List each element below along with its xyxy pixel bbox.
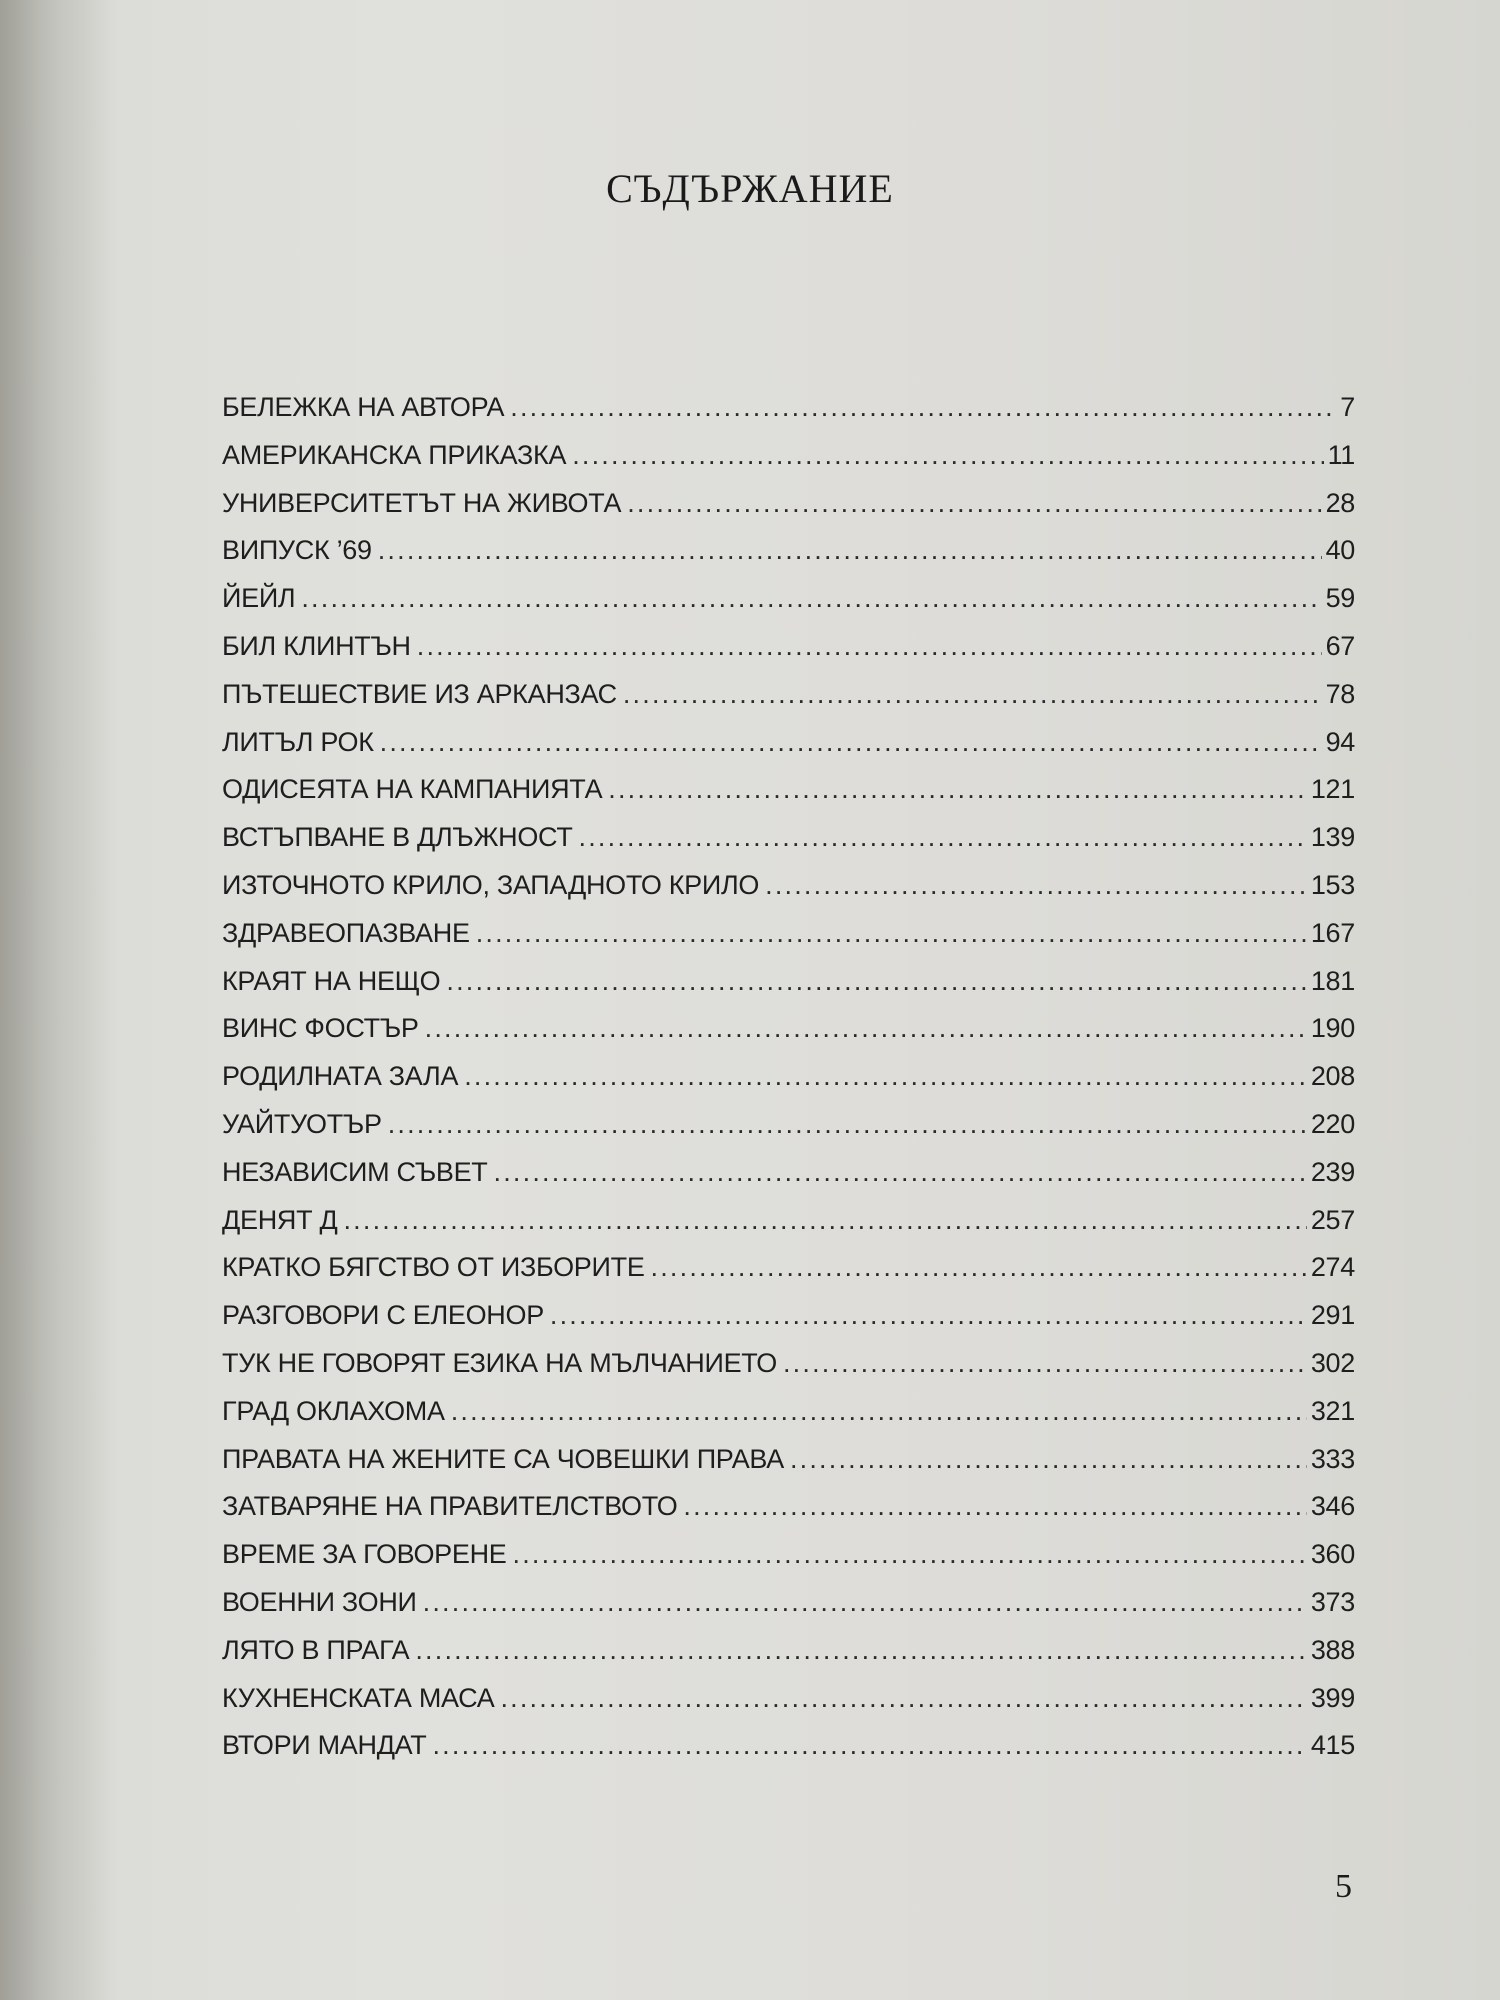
toc-entry-page: 373 [1310, 1586, 1355, 1617]
toc-entry-title: НЕЗАВИСИМ СЪВЕТ [222, 1156, 488, 1187]
toc-entry-title: АМЕРИКАНСКА ПРИКАЗКА [222, 439, 567, 470]
toc-entry-page: 59 [1325, 583, 1355, 614]
toc-entry-title: ЛЯТО В ПРАГА [222, 1634, 410, 1665]
toc-entry-title: ДЕНЯТ Д [222, 1204, 338, 1235]
toc-entry-page: 360 [1310, 1539, 1355, 1570]
toc-leader-dots [301, 583, 1321, 614]
toc-entry-title: ВСТЪПВАНЕ В ДЛЪЖНОСТ [222, 822, 573, 853]
toc-entry [222, 1730, 1355, 1778]
toc-leader-dots [494, 1157, 1307, 1188]
toc-entry-title: ВИПУСК ’69 [222, 535, 372, 566]
toc-entry-page: 346 [1310, 1491, 1355, 1522]
toc-entry-page: 291 [1310, 1300, 1355, 1331]
toc-leader-dots [423, 1587, 1307, 1618]
toc-entry [222, 1205, 1355, 1253]
toc-entry [222, 631, 1355, 679]
toc-entry-page: 121 [1310, 774, 1355, 805]
toc-entry [222, 727, 1355, 775]
toc-leader-dots [627, 488, 1321, 519]
toc-entry [222, 1587, 1355, 1635]
toc-leader-dots [464, 1061, 1307, 1092]
toc-entry-title: ВТОРИ МАНДАТ [222, 1730, 427, 1761]
toc-leader-dots [432, 1730, 1306, 1761]
toc-entry-page: 94 [1325, 726, 1355, 757]
toc-leader-dots [783, 1348, 1307, 1379]
toc-entry-title: БИЛ КЛИНТЪН [222, 630, 411, 661]
toc-entry-title: КУХНЕНСКАТА МАСА [222, 1682, 495, 1713]
toc-entry [222, 774, 1355, 822]
toc-entry [222, 870, 1355, 918]
toc-entry-title: ЗДРАВЕОПАЗВАНЕ [222, 917, 470, 948]
toc-entry-page: 181 [1310, 965, 1355, 996]
page-number: 5 [1335, 1868, 1352, 1905]
toc-entry-page: 167 [1310, 917, 1355, 948]
toc-entry [222, 1635, 1355, 1683]
toc-leader-dots [476, 918, 1307, 949]
toc-leader-dots [380, 727, 1322, 758]
toc-entry [222, 1013, 1355, 1061]
toc-leader-dots [608, 774, 1307, 805]
toc-entry [222, 1444, 1355, 1492]
toc-leader-dots [425, 1013, 1307, 1044]
toc-entry-title: БЕЛЕЖКА НА АВТОРА [222, 392, 505, 422]
toc-leader-dots [790, 1444, 1307, 1475]
toc-entry [222, 966, 1355, 1014]
toc-entry-page: 239 [1310, 1156, 1355, 1187]
table-of-contents [222, 392, 1355, 1778]
toc-entry-title: ВОЕННИ ЗОНИ [222, 1586, 417, 1617]
toc-entry [222, 1109, 1355, 1157]
toc-entry-title: ИЗТОЧНОТО КРИЛО, ЗАПАДНОТО КРИЛО [222, 869, 760, 900]
toc-entry [222, 392, 1355, 440]
toc-entry-page: 388 [1310, 1634, 1355, 1665]
toc-entry-page: 415 [1310, 1730, 1355, 1761]
toc-entry-page: 40 [1325, 535, 1355, 566]
toc-entry [222, 918, 1355, 966]
toc-entry [222, 1539, 1355, 1587]
toc-entry-page: 153 [1310, 869, 1355, 900]
toc-entry-page: 399 [1310, 1682, 1355, 1713]
toc-entry [222, 1348, 1355, 1396]
toc-entry [222, 679, 1355, 727]
toc-leader-dots [550, 1300, 1307, 1331]
toc-leader-dots [623, 679, 1322, 710]
toc-entry-title: ОДИСЕЯТА НА КАМПАНИЯТА [222, 774, 603, 805]
toc-entry-title: УНИВЕРСИТЕТЪТ НА ЖИВОТА [222, 487, 622, 518]
toc-leader-dots [765, 870, 1307, 901]
toc-entry-page: 67 [1325, 630, 1355, 661]
toc-entry [222, 583, 1355, 631]
toc-leader-dots [513, 1539, 1307, 1570]
toc-leader-dots [510, 392, 1336, 423]
toc-entry [222, 1491, 1355, 1539]
toc-leader-dots [388, 1109, 1307, 1140]
toc-entry [222, 822, 1355, 870]
toc-entry-title: ПЪТЕШЕСТВИЕ ИЗ АРКАНЗАС [222, 678, 617, 709]
toc-entry [222, 440, 1355, 488]
toc-entry-title: ВРЕМЕ ЗА ГОВОРЕНЕ [222, 1539, 507, 1570]
toc-entry-page: 321 [1310, 1395, 1355, 1426]
toc-leader-dots [579, 822, 1307, 853]
toc-entry [222, 1300, 1355, 1348]
toc-entry-title: ЛИТЪЛ РОК [222, 726, 374, 757]
toc-entry-title: КРАТКО БЯГСТВО ОТ ИЗБОРИТЕ [222, 1252, 645, 1283]
toc-leader-dots [343, 1205, 1306, 1236]
toc-entry-title: УАЙТУОТЪР [222, 1108, 382, 1139]
toc-entry-page: 333 [1310, 1443, 1355, 1474]
toc-entry-page: 257 [1310, 1204, 1355, 1235]
toc-leader-dots [378, 535, 1322, 566]
toc-entry-title: ТУК НЕ ГОВОРЯТ ЕЗИКА НА МЪЛЧАНИЕТО [222, 1347, 777, 1378]
toc-entry [222, 1396, 1355, 1444]
toc-entry-page: 274 [1310, 1252, 1355, 1283]
toc-entry-title: РАЗГОВОРИ С ЕЛЕОНОР [222, 1300, 544, 1331]
toc-leader-dots [572, 440, 1323, 471]
toc-entry-title: ГРАД ОКЛАХОМА [222, 1395, 445, 1426]
toc-entry-page: 78 [1325, 678, 1355, 709]
toc-leader-dots [415, 1635, 1306, 1666]
toc-leader-dots [683, 1491, 1306, 1522]
toc-entry-title: ЙЕЙЛ [222, 583, 296, 614]
toc-entry-title: ВИНС ФОСТЪР [222, 1013, 419, 1044]
toc-entry [222, 1252, 1355, 1300]
toc-entry-page: 302 [1310, 1347, 1355, 1378]
toc-leader-dots [651, 1252, 1307, 1283]
toc-leader-dots [500, 1683, 1306, 1714]
toc-leader-dots [451, 1396, 1307, 1427]
toc-entry [222, 1061, 1355, 1109]
toc-entry [222, 535, 1355, 583]
toc-leader-dots [417, 631, 1322, 662]
toc-entry-page: 11 [1327, 439, 1355, 470]
toc-entry-page: 190 [1310, 1013, 1355, 1044]
page-gutter-shadow [0, 0, 120, 2000]
toc-entry-title: ПРАВАТА НА ЖЕНИТЕ СА ЧОВЕШКИ ПРАВА [222, 1443, 784, 1474]
toc-entry-page: 139 [1310, 822, 1355, 853]
toc-entry-page: 7 [1340, 392, 1355, 422]
toc-entry [222, 488, 1355, 536]
toc-entry-title: ЗАТВАРЯНЕ НА ПРАВИТЕЛСТВОТО [222, 1491, 678, 1522]
toc-entry-title: РОДИЛНАТА ЗАЛА [222, 1061, 459, 1092]
page-title: СЪДЪРЖАНИЕ [606, 166, 894, 211]
toc-entry-page: 28 [1325, 487, 1355, 518]
toc-entry [222, 1683, 1355, 1731]
toc-entry-title: КРАЯТ НА НЕЩО [222, 965, 441, 996]
toc-entry-page: 220 [1310, 1108, 1355, 1139]
toc-entry [222, 1157, 1355, 1205]
toc-leader-dots [446, 966, 1306, 997]
toc-entry-page: 208 [1310, 1061, 1355, 1092]
